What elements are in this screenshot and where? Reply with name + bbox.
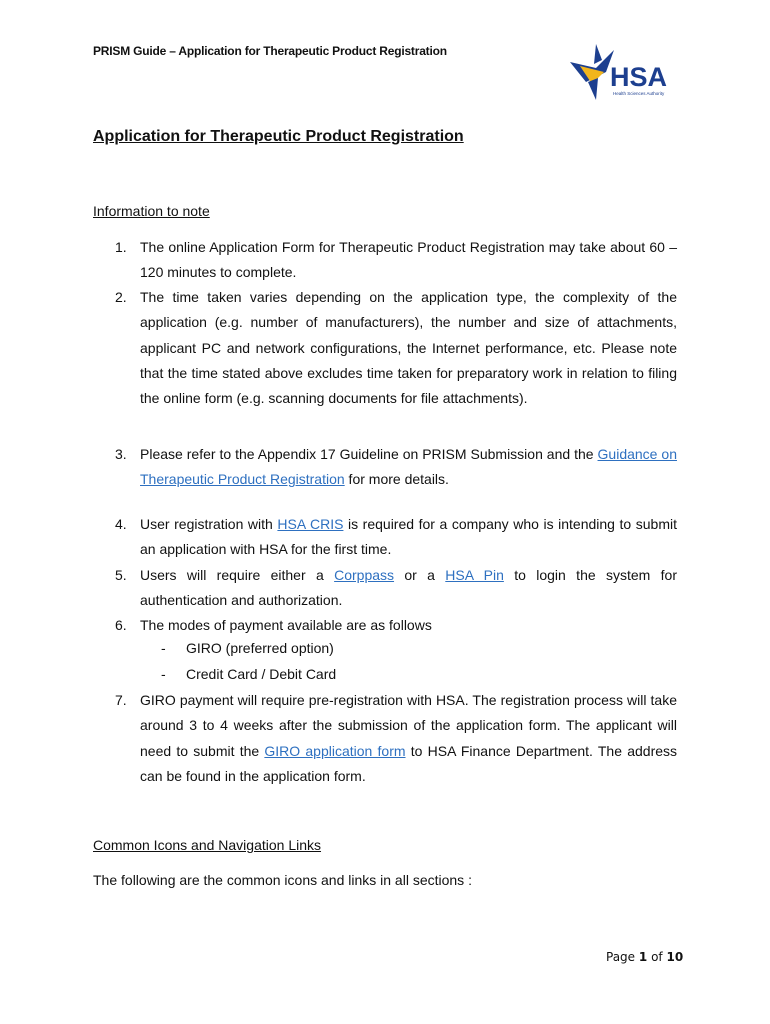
item-text: Please refer to the Appendix 17 Guideline on PRISM Submission and the Guidance on Therapeutic Product Registration for more details. (140, 446, 677, 488)
item-number: 5. (115, 567, 127, 583)
hsa-cris-link[interactable]: HSA CRIS (277, 516, 344, 532)
corppass-link[interactable]: Corppass (334, 567, 395, 583)
giro-form-link[interactable]: GIRO application form (264, 742, 406, 759)
item-text: The online Application Form for Therapeutic Product Registration may take about 60 – 120 minutes to complete. (140, 239, 677, 281)
info-heading: Information to note (93, 203, 210, 219)
page-number: 1 (638, 950, 648, 964)
item-number: 2. (115, 289, 127, 305)
item-number: 3. (115, 446, 127, 462)
payment-mode-giro: GIRO (preferred option) (186, 640, 334, 656)
item-text: The time taken varies depending on the application type, the complexity of the application (e.g. number of manufacturers), the number and size of attachments, applicant PC and network configurations, the Internet performance, etc. Please note that the time stated above excludes time taken for preparatory work in relation to filing the online form (e.g. scanning documents for file attachments). (140, 289, 677, 407)
running-header: PRISM Guide – Application for Therapeutic Product Registration (93, 44, 447, 58)
guidance-link[interactable]: Guidance on Therapeutic Product Registration (140, 446, 677, 488)
item-number: 4. (115, 516, 127, 532)
item-text: GIRO payment will require pre-registration with HSA. The registration process will take around 3 to 4 weeks after the submission of the application form. The applicant will need to submit the GIRO application form to HSA Finance Department. The address can be found in the application form. (140, 692, 678, 784)
icons-intro: The following are the common icons and links in all sections : (93, 872, 472, 888)
item-text: The modes of payment available are as follows (140, 617, 432, 633)
item-text: User registration with HSA CRIS is required for a company who is intending to submit an application with HSA for the first time. (140, 516, 677, 558)
hsa-logo (566, 42, 684, 104)
icons-heading: Common Icons and Navigation Links (93, 837, 322, 853)
item-text: Users will require either a Corppass or a HSA Pin to login the system for authentication and authorization. (140, 567, 677, 609)
item-number: 1. (115, 239, 127, 255)
logo-name: HSA (610, 62, 668, 92)
page-total: 10 (666, 950, 684, 964)
page-footer: Page 1 of 10 (606, 950, 684, 964)
logo-subtitle: Health Sciences Authority (613, 91, 665, 96)
item-number: 7. (115, 692, 127, 708)
page-title: Application for Therapeutic Product Registration (93, 128, 464, 145)
payment-mode-card: Credit Card / Debit Card (186, 666, 337, 682)
hsa-pin-link[interactable]: HSA Pin (445, 567, 504, 583)
item-number: 6. (115, 617, 127, 633)
